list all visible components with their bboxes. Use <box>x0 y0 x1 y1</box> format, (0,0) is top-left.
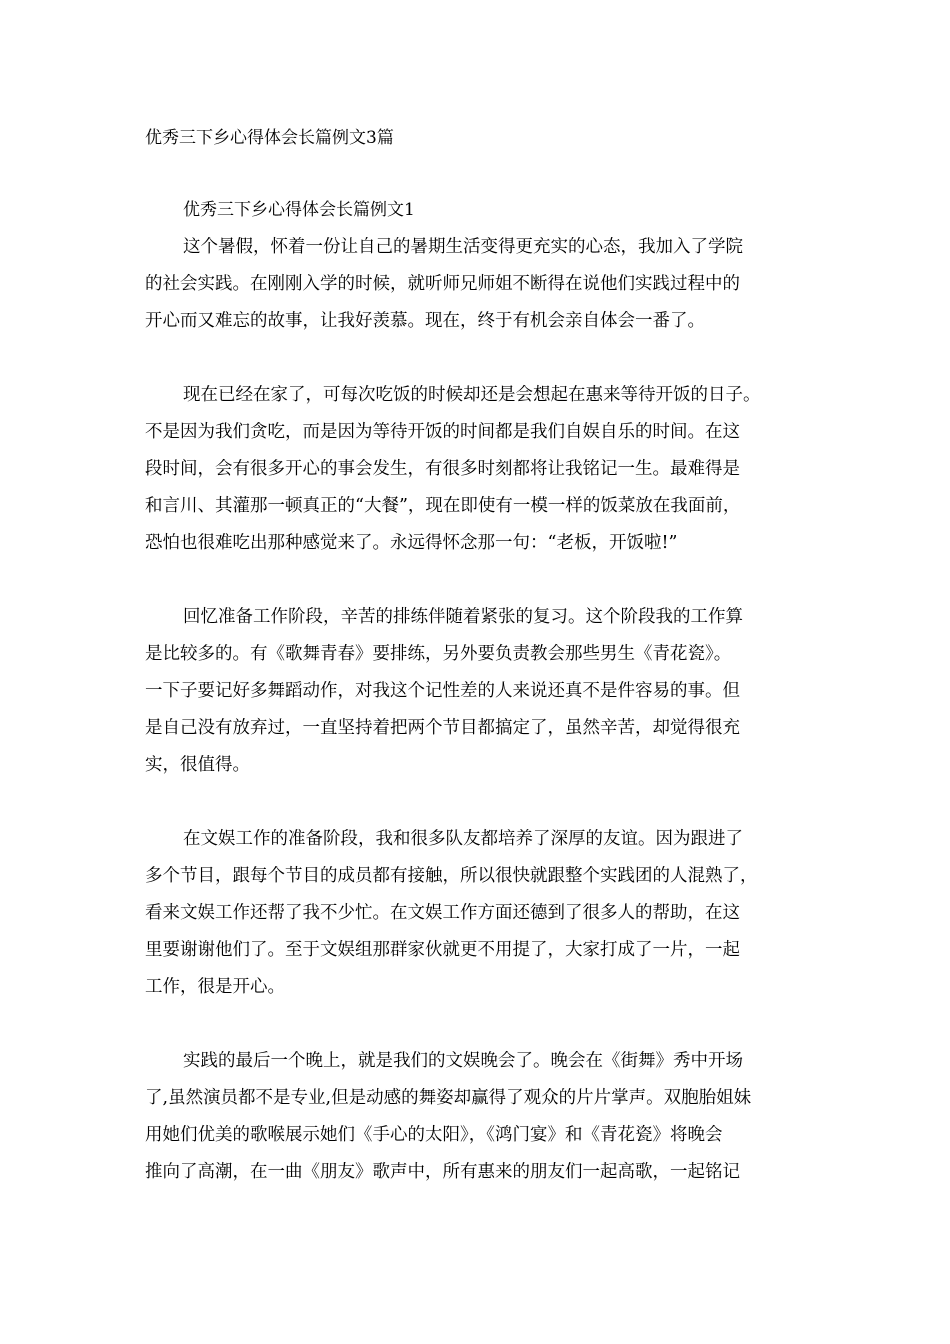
paragraph-line: 了,虽然演员都不是专业,但是动感的舞姿却赢得了观众的片片掌声。双胞胎姐妹 <box>145 1088 752 1108</box>
paragraph-line: 工作，很是开心。 <box>145 977 285 997</box>
paragraph-line: 推向了高潮，在一曲《朋友》歌声中，所有惠来的朋友们一起高歌，一起铭记 <box>145 1162 740 1182</box>
paragraph-line: 实践的最后一个晚上，就是我们的文娱晚会了。晚会在《街舞》秀中开场 <box>183 1051 743 1071</box>
paragraph-line: 的社会实践。在刚刚入学的时候，就听师兄师姐不断得在说他们实践过程中的 <box>145 274 740 294</box>
paragraph-line: 开心而又难忘的故事，让我好羡慕。现在，终于有机会亲自体会一番了。 <box>145 311 705 331</box>
paragraph-line: 在文娱工作的准备阶段，我和很多队友都培养了深厚的友谊。因为跟进了 <box>183 829 743 849</box>
paragraph-line: 用她们优美的歌喉展示她们《手心的太阳》，《鸿门宴》和《青花瓷》将晚会 <box>145 1125 723 1145</box>
paragraph-line: 看来文娱工作还帮了我不少忙。在文娱工作方面还德到了很多人的帮助，在这 <box>145 903 740 923</box>
paragraph-line: 是自己没有放弃过，一直坚持着把两个节目都搞定了，虽然辛苦，却觉得很充 <box>145 718 740 738</box>
paragraph-line: 和言川、其灌那一顿真正的“大餐”，现在即使有一模一样的饭菜放在我面前， <box>145 496 741 516</box>
paragraph-line: 这个暑假，怀着一份让自己的暑期生活变得更充实的心态，我加入了学院 <box>183 237 743 257</box>
paragraph-line: 里要谢谢他们了。至于文娱组那群家伙就更不用提了，大家打成了一片，一起 <box>145 940 740 960</box>
paragraph-line: 不是因为我们贪吃，而是因为等待开饭的时间都是我们自娱自乐的时间。在这 <box>145 422 740 442</box>
document-title: 优秀三下乡心得体会长篇例文3篇 <box>145 128 394 148</box>
section-heading: 优秀三下乡心得体会长篇例文1 <box>183 200 415 220</box>
paragraph-line: 多个节目，跟每个节目的成员都有接触，所以很快就跟整个实践团的人混熟了， <box>145 866 758 886</box>
paragraph-line: 现在已经在家了，可每次吃饭的时候却还是会想起在惠来等待开饭的日子。 <box>183 385 761 405</box>
paragraph-line: 一下子要记好多舞蹈动作，对我这个记性差的人来说还真不是件容易的事。但 <box>145 681 740 701</box>
paragraph-line: 是比较多的。有《歌舞青春》要排练，另外要负责教会那些男生《青花瓷》。 <box>145 644 732 664</box>
paragraph-line: 回忆准备工作阶段，辛苦的排练伴随着紧张的复习。这个阶段我的工作算 <box>183 607 743 627</box>
paragraph-line: 恐怕也很难吃出那种感觉来了。永远得怀念那一句：“老板，开饭啦!” <box>145 533 678 553</box>
paragraph-line: 段时间，会有很多开心的事会发生，有很多时刻都将让我铭记一生。最难得是 <box>145 459 740 479</box>
paragraph-line: 实，很值得。 <box>145 755 250 775</box>
